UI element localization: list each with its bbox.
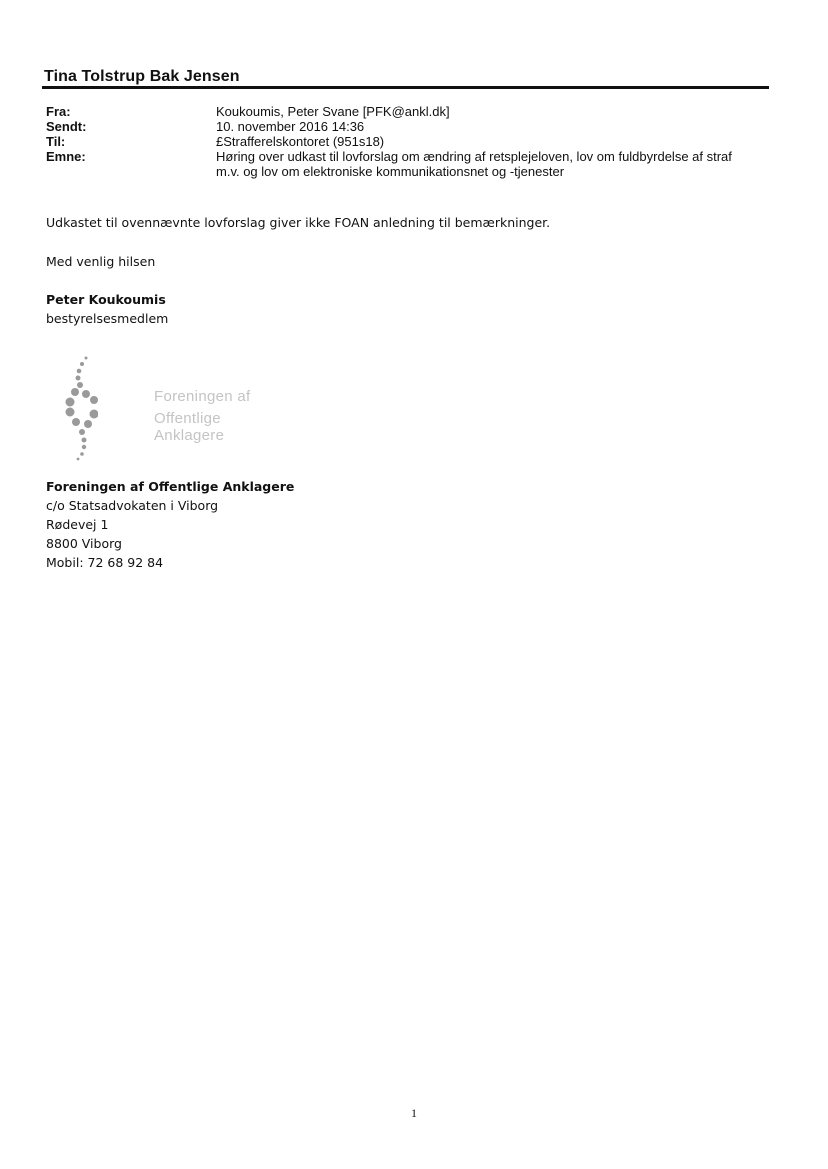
logo-dot <box>82 445 86 449</box>
logo-dot <box>85 357 88 360</box>
page-number: 1 <box>411 1106 417 1120</box>
header-label: Fra: <box>46 104 71 119</box>
logo-line2: Offentlige Anklagere <box>154 410 225 444</box>
header-value: 10. november 2016 14:36 <box>216 119 365 134</box>
logo-dot <box>80 452 84 456</box>
header-label: Emne: <box>46 149 86 164</box>
logo-dot <box>82 438 87 443</box>
message-text: Udkastet til ovennævnte lovforslag giver ikke FOAN anledning til bemærkninger. <box>46 215 551 230</box>
header-value: Koukoumis, Peter Svane [PFK@ankl.dk] <box>216 104 450 119</box>
header-to <box>46 134 776 149</box>
logo-dot <box>76 376 81 381</box>
header-subject <box>46 149 776 179</box>
phone-line: Mobil: 72 68 92 84 <box>46 555 164 570</box>
address-line: 8800 Viborg <box>46 536 122 551</box>
header-label: Til: <box>46 134 66 149</box>
logo-dot <box>82 390 90 398</box>
header-value: Høring over udkast til lovforslag om ændring af retsplejeloven, lov om fuldbyrdelse af straf <box>216 149 732 164</box>
logo-dot <box>66 398 75 407</box>
logo-dot <box>90 410 99 419</box>
logo-dot <box>66 408 75 417</box>
logo-dot <box>72 418 80 426</box>
logo-dot <box>77 458 80 461</box>
logo-dot <box>77 369 82 374</box>
logo-dot <box>77 382 83 388</box>
signer-name: Peter Koukoumis <box>46 292 166 307</box>
header-rule <box>42 86 769 89</box>
foan-logo <box>58 352 258 464</box>
header-from <box>46 104 776 119</box>
address-line: c/o Statsadvokaten i Viborg <box>46 498 219 513</box>
logo-dot <box>84 420 92 428</box>
header-label: Sendt: <box>46 119 87 134</box>
header-sent <box>46 119 776 134</box>
logo-dot <box>71 388 79 396</box>
logo-dots-icon <box>58 352 98 464</box>
logo-dot <box>79 429 85 435</box>
logo-dot <box>80 362 84 366</box>
header-value: £Strafferelskontoret (951s18) <box>216 134 385 149</box>
logo-dot <box>90 396 98 404</box>
sender-name: Tina Tolstrup Bak Jensen <box>44 68 240 85</box>
greeting: Med venlig hilsen <box>46 254 156 269</box>
address-line: Rødevej 1 <box>46 517 109 532</box>
email-headers <box>46 104 776 179</box>
organization-name: Foreningen af Offentlige Anklagere <box>46 479 295 494</box>
signer-title: bestyrelsesmedlem <box>46 311 169 326</box>
header-value: m.v. og lov om elektroniske kommunikationsnet og -tjenester <box>216 164 565 179</box>
logo-line1: Foreningen af <box>154 388 251 405</box>
